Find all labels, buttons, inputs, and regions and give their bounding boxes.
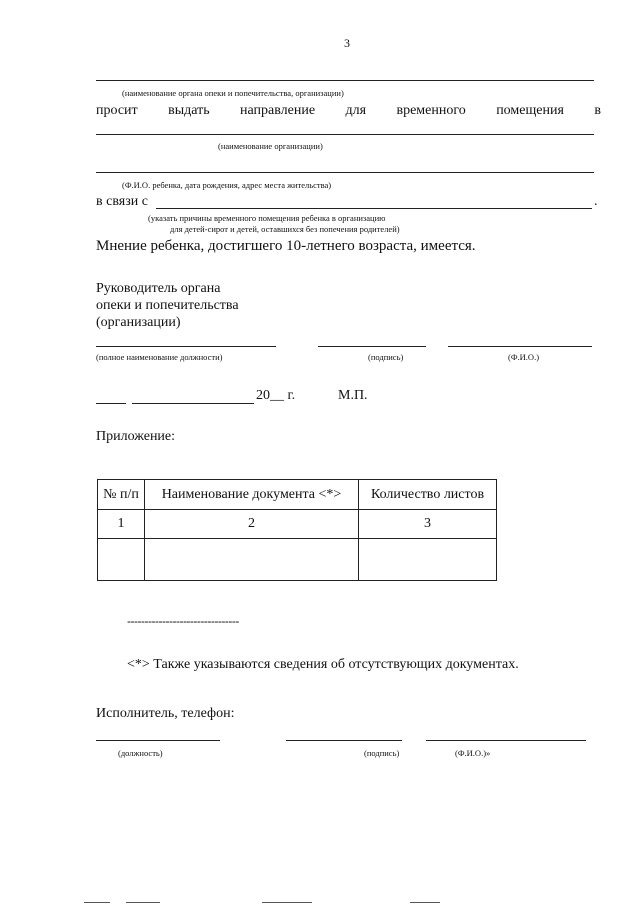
request-word: временного [396, 103, 466, 118]
reasons-caption-2: для детей-сирот и детей, оставшихся без попечения родителей) [170, 224, 400, 234]
table-header: Количество листов [359, 480, 497, 510]
documents-table [97, 479, 497, 581]
scan-artifact [410, 902, 440, 903]
head-title-line-3: (организации) [96, 315, 181, 330]
position-caption: (полное наименование должности) [96, 352, 223, 362]
request-word: просит [96, 103, 138, 118]
executor-label: Исполнитель, телефон: [96, 706, 235, 721]
child-info-caption: (Ф.И.О. ребенка, дата рождения, адрес места жительства) [122, 180, 332, 190]
head-title-line-2: опеки и попечительства [96, 298, 239, 313]
guardianship-org-caption: (наименование органа опеки и попечительства, организации) [122, 88, 344, 98]
table-header-row [98, 480, 497, 510]
page-number: 3 [344, 36, 350, 50]
executor-fio-caption: (Ф.И.О.)» [455, 748, 491, 758]
reasons-caption-1: (указать причины временного помещения ребенка в организацию [148, 213, 386, 223]
in-connection-label: в связи с [96, 194, 148, 209]
position-line[interactable] [96, 346, 276, 347]
attachment-label: Приложение: [96, 429, 176, 444]
table-cell[interactable] [98, 539, 145, 581]
footnote-text: <*> Также указываются сведения об отсутствующих документах. [127, 657, 519, 672]
table-cell: 2 [145, 510, 359, 539]
executor-position-caption: (должность) [118, 748, 163, 758]
request-word: для [345, 103, 367, 118]
executor-position-line[interactable] [96, 740, 220, 741]
scan-artifact [84, 902, 110, 903]
date-month-line[interactable] [132, 403, 254, 404]
table-row [98, 539, 497, 581]
request-word: помещения [496, 103, 564, 118]
footnote-separator: -------------------------------- [127, 614, 239, 628]
signature-line[interactable] [318, 346, 426, 347]
fio-line[interactable] [448, 346, 592, 347]
organization-caption: (наименование организации) [218, 141, 323, 151]
child-info-line[interactable] [96, 172, 594, 173]
signature-caption: (подпись) [368, 352, 404, 362]
table-header: Наименование документа <*> [145, 480, 359, 510]
request-word: в [594, 103, 601, 118]
table-cell: 3 [359, 510, 497, 539]
table-row [98, 510, 497, 539]
executor-signature-caption: (подпись) [364, 748, 400, 758]
organization-line[interactable] [96, 134, 594, 135]
stamp-place: М.П. [338, 388, 368, 403]
executor-fio-line[interactable] [426, 740, 586, 741]
table-header: № п/п [98, 480, 145, 510]
scan-artifact [126, 902, 160, 903]
request-row [96, 103, 601, 119]
scan-artifact [262, 902, 312, 903]
period-mark: . [594, 194, 598, 209]
request-word: выдать [168, 103, 210, 118]
reason-line[interactable] [156, 208, 592, 209]
fio-caption: (Ф.И.О.) [508, 352, 540, 362]
child-opinion-text: Мнение ребенка, достигшего 10-летнего возраста, имеется. [96, 238, 476, 254]
date-day-line[interactable] [96, 403, 126, 404]
date-year: 20__ г. [256, 388, 296, 403]
table-cell[interactable] [145, 539, 359, 581]
request-word: направление [240, 103, 316, 118]
table-cell: 1 [98, 510, 145, 539]
head-title-line-1: Руководитель органа [96, 281, 221, 296]
table-cell[interactable] [359, 539, 497, 581]
executor-signature-line[interactable] [286, 740, 402, 741]
guardianship-org-line[interactable] [96, 80, 594, 81]
